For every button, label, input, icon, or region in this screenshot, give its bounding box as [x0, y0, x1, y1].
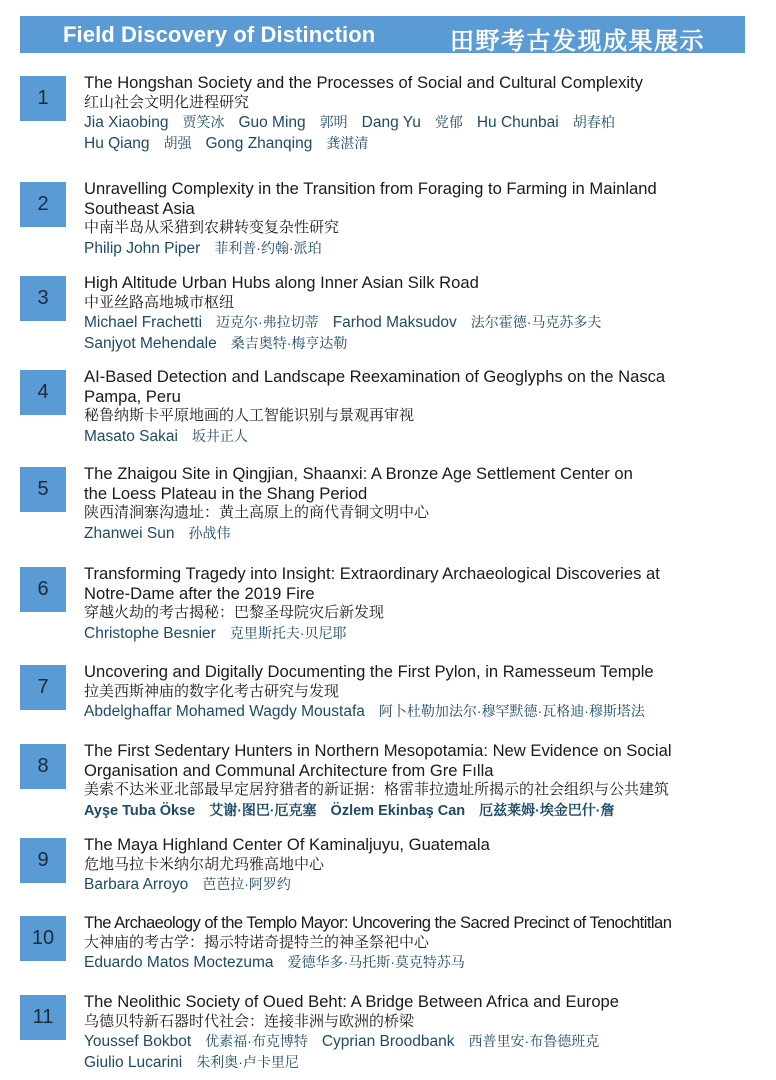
- item-number-badge: [20, 182, 66, 227]
- item-title: [84, 835, 754, 855]
- author-name-zh: 法尔霍德·马克苏多夫: [470, 314, 602, 330]
- author-line: [84, 312, 754, 333]
- item-title-line: The Maya Highland Center Of Kaminaljuyu, Guatemala: [84, 835, 490, 854]
- header-title-en: Field Discovery of Distinction: [63, 22, 376, 47]
- author-name-en: Michael Frachetti: [84, 314, 203, 331]
- page-header-banner: [20, 16, 745, 53]
- author-line: [84, 112, 754, 133]
- item-title-zh: 危地马拉卡米纳尔胡尤玛雅高地中心: [84, 855, 325, 873]
- item-text-block: [84, 741, 754, 821]
- item-number: 5: [37, 478, 49, 500]
- author-name-en: Hu Qiang: [84, 135, 150, 152]
- item-title-zh: 穿越火劫的考古揭秘：巴黎圣母院灾后新发现: [84, 604, 385, 621]
- item-title-line: The Zhaigou Site in Qingjian, Shaanxi: A Bronze Age Settlement Center on: [84, 464, 633, 483]
- item-text-block: [84, 564, 754, 644]
- author-name-en: Barbara Arroyo: [84, 876, 189, 893]
- item-authors: [84, 623, 754, 644]
- item-title-zh: 中南半岛从采猎到农耕转变复杂性研究: [84, 219, 340, 236]
- author-name-zh: 郭明: [319, 114, 348, 130]
- author-name-zh: 胡春柏: [572, 114, 615, 130]
- item-title: [84, 179, 754, 218]
- author-line: [84, 523, 754, 544]
- item-title-line: Unravelling Complexity in the Transition from Foraging to Farming in Mainland: [84, 179, 657, 198]
- item-title-line: the Loess Plateau in the Shang Period: [84, 483, 368, 503]
- item-authors: [84, 426, 754, 447]
- item-number: 4: [37, 381, 49, 403]
- header-title-zh: 田野考古发现成果展示: [450, 28, 705, 55]
- item-number-badge: [20, 995, 66, 1040]
- item-authors: [84, 238, 754, 259]
- author-name-en: Guo Ming: [238, 114, 306, 131]
- item-number-badge: [20, 76, 66, 121]
- item-title: [84, 564, 754, 603]
- item-title-zh: 中亚丝路高地城市枢纽: [84, 293, 235, 311]
- author-line: [84, 623, 754, 644]
- author-name-en: Cyprian Broodbank: [321, 1033, 455, 1050]
- item-text-block: [84, 73, 754, 154]
- item-title: [84, 741, 754, 780]
- item-title-line: Notre-Dame after the 2019 Fire: [84, 583, 315, 603]
- item-number: 1: [37, 87, 49, 109]
- author-name-en: Jia Xiaobing: [84, 114, 169, 131]
- author-name-zh: 厄兹莱姆·埃金巴什·詹: [479, 801, 615, 818]
- author-name-zh: 朱利奥·卢卡里尼: [196, 1054, 299, 1070]
- item-number: 3: [37, 287, 49, 309]
- author-name-zh: 胡强: [163, 135, 192, 151]
- author-name-zh: 阿卜杜勒加法尔·穆罕默德·瓦格迪·穆斯塔法: [378, 703, 645, 719]
- item-title-line: The First Sedentary Hunters in Northern Mesopotamia: New Evidence on Social: [84, 741, 672, 760]
- author-name-zh: 迈克尔·弗拉切蒂: [216, 314, 319, 330]
- author-name-en: Eduardo Matos Moctezuma: [84, 954, 274, 971]
- item-title: [84, 273, 754, 293]
- author-line: [84, 701, 754, 722]
- author-name-zh: 优素福·布克博特: [205, 1033, 308, 1049]
- item-number: 8: [37, 755, 49, 777]
- item-title-line: Organisation and Communal Architecture from Gre Fılla: [84, 760, 494, 780]
- item-title: [84, 992, 754, 1012]
- item-number-badge: [20, 370, 66, 415]
- author-name-en: Gong Zhanqing: [205, 135, 313, 152]
- author-name-en: Dang Yu: [361, 114, 421, 131]
- item-title-zh: 秘鲁纳斯卡平原地画的人工智能识别与景观再审视: [84, 407, 415, 424]
- author-line: [84, 800, 754, 821]
- item-text-block: [84, 367, 754, 447]
- author-name-en: Philip John Piper: [84, 239, 201, 257]
- item-title-zh: 陕西清涧寨沟遗址：黄土高原上的商代青铜文明中心: [84, 504, 430, 521]
- author-line: [84, 333, 754, 354]
- item-authors: [84, 112, 754, 154]
- item-text-block: [84, 992, 754, 1073]
- item-number-badge: [20, 838, 66, 883]
- item-title-line: Transforming Tragedy into Insight: Extraordinary Archaeological Discoveries at: [84, 564, 660, 583]
- author-line: [84, 1052, 754, 1073]
- item-number-badge: [20, 567, 66, 612]
- author-name-zh: 桑吉奥特·梅亨达勒: [230, 335, 348, 351]
- item-number-badge: [20, 665, 66, 710]
- item-authors: [84, 312, 754, 354]
- author-name-en: Giulio Lucarini: [84, 1054, 183, 1071]
- item-title-zh: 拉美西斯神庙的数字化考古研究与发现: [84, 682, 340, 700]
- author-name-zh: 党郁: [434, 114, 463, 130]
- item-text-block: [84, 179, 754, 259]
- item-authors: [84, 952, 754, 973]
- item-title-line: AI-Based Detection and Landscape Reexamination of Geoglyphs on the Nasca: [84, 367, 666, 386]
- item-title-line: The Neolithic Society of Oued Beht: A Bridge Between Africa and Europe: [84, 992, 620, 1011]
- author-name-en: Sanjyot Mehendale: [84, 335, 217, 352]
- item-title-line: Southeast Asia: [84, 198, 195, 218]
- item-title: [84, 73, 754, 93]
- author-name-en: Masato Sakai: [84, 427, 178, 445]
- author-name-zh: 龚湛清: [326, 135, 369, 151]
- author-name-zh: 坂井正人: [191, 427, 248, 444]
- author-name-zh: 爱德华多·马托斯·莫克特苏马: [287, 954, 465, 970]
- author-name-zh: 西普里安·布鲁德班克: [468, 1033, 600, 1049]
- item-title: [84, 367, 754, 406]
- item-title-zh: 红山社会文明化进程研究: [84, 93, 250, 111]
- item-number: 11: [32, 1006, 54, 1028]
- author-name-zh: 孙战伟: [188, 524, 231, 541]
- item-authors: [84, 701, 754, 722]
- item-title: [84, 464, 754, 503]
- author-line: [84, 952, 754, 973]
- item-title: [84, 662, 754, 682]
- item-number: 7: [37, 676, 49, 698]
- item-number: 2: [37, 193, 49, 215]
- item-title-line: Uncovering and Digitally Documenting the First Pylon, in Ramesseum Temple: [84, 662, 654, 681]
- item-text-block: [84, 464, 754, 544]
- author-name-en: Youssef Bokbot: [84, 1033, 192, 1050]
- item-title-line: Pampa, Peru: [84, 386, 181, 406]
- author-name-en: Ayşe Tuba Ökse: [84, 802, 196, 819]
- item-authors: [84, 523, 754, 544]
- item-authors: [84, 800, 754, 821]
- author-line: [84, 1031, 754, 1052]
- item-number-badge: [20, 744, 66, 789]
- author-name-zh: 芭芭拉·阿罗约: [202, 876, 291, 892]
- item-authors: [84, 1031, 754, 1073]
- author-line: [84, 426, 754, 447]
- item-text-block: [84, 913, 754, 973]
- author-name-zh: 菲利普·约翰·派珀: [214, 239, 322, 256]
- item-title-zh: 美索不达米亚北部最早定居狩猎者的新证据：格雷菲拉遗址所揭示的社会组织与公共建筑: [84, 781, 670, 798]
- item-number-badge: [20, 467, 66, 512]
- author-name-en: Zhanwei Sun: [84, 524, 175, 542]
- item-number: 10: [31, 927, 55, 949]
- item-text-block: [84, 835, 754, 895]
- author-line: [84, 238, 754, 259]
- author-name-en: Christophe Besnier: [84, 624, 216, 642]
- author-line: [84, 874, 754, 895]
- item-title-zh: 乌德贝特新石器时代社会：连接非洲与欧洲的桥梁: [84, 1012, 415, 1030]
- item-title-line: The Hongshan Society and the Processes of Social and Cultural Complexity: [84, 73, 643, 92]
- author-name-en: Abdelghaffar Mohamed Wagdy Moustafa: [84, 703, 365, 720]
- item-number: 6: [37, 578, 49, 600]
- author-name-zh: 艾谢·图巴·厄克塞: [209, 801, 317, 818]
- item-number-badge: [20, 916, 66, 961]
- item-number-badge: [20, 276, 66, 321]
- author-line: [84, 133, 754, 154]
- item-title-line: High Altitude Urban Hubs along Inner Asian Silk Road: [84, 273, 479, 292]
- item-title: [84, 913, 754, 933]
- item-title-zh: 大神庙的考古学：揭示特诺奇提特兰的神圣祭祀中心: [84, 933, 430, 951]
- item-text-block: [84, 273, 754, 354]
- author-name-en: Hu Chunbai: [476, 114, 559, 131]
- item-authors: [84, 874, 754, 895]
- author-name-zh: 克里斯托夫·贝尼耶: [229, 624, 347, 641]
- author-name-en: Özlem Ekinbaş Can: [330, 802, 466, 819]
- item-number: 9: [37, 849, 49, 871]
- author-name-en: Farhod Maksudov: [332, 314, 457, 331]
- author-name-zh: 贾笑冰: [182, 114, 225, 130]
- item-title-line: The Archaeology of the Templo Mayor: Uncovering the Sacred Precinct of Tenochtitlan: [84, 913, 672, 932]
- item-text-block: [84, 662, 754, 722]
